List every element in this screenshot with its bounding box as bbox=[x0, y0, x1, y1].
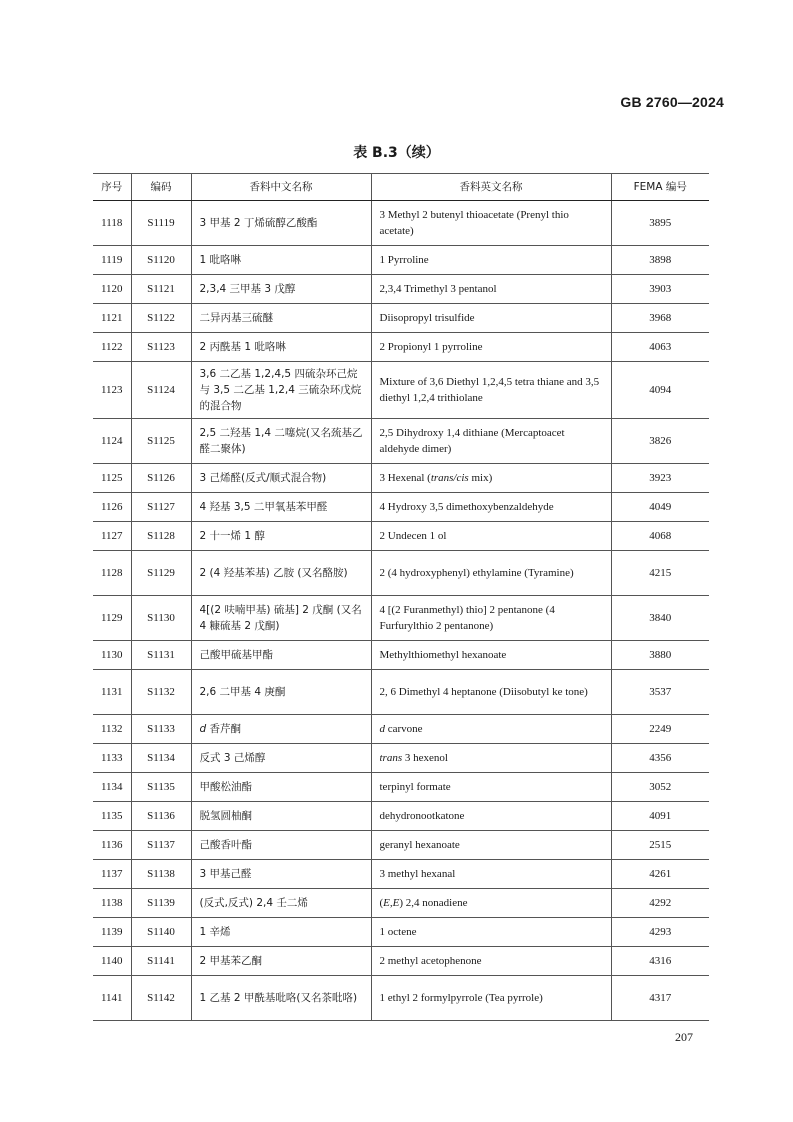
cell-code: S1133 bbox=[131, 715, 191, 744]
cell-fema: 3880 bbox=[611, 641, 709, 670]
col-header-code: 编码 bbox=[131, 174, 191, 201]
cell-english-name bbox=[371, 744, 611, 773]
cell-fema: 3052 bbox=[611, 773, 709, 802]
cell-fema: 4049 bbox=[611, 493, 709, 522]
cell-fema: 4261 bbox=[611, 860, 709, 889]
cell-code: S1128 bbox=[131, 522, 191, 551]
cell-code: S1139 bbox=[131, 889, 191, 918]
cell-serial: 1127 bbox=[93, 522, 131, 551]
cell-chinese-name: 3 甲基 2 丁烯硫醇乙酸酯 bbox=[191, 201, 371, 246]
cell-chinese-name: 3 甲基己醛 bbox=[191, 860, 371, 889]
col-header-chinese-name: 香料中文名称 bbox=[191, 174, 371, 201]
cell-serial: 1141 bbox=[93, 976, 131, 1021]
cell-serial: 1137 bbox=[93, 860, 131, 889]
table-row bbox=[93, 419, 709, 464]
cell-serial: 1121 bbox=[93, 304, 131, 333]
cell-fema: 4215 bbox=[611, 551, 709, 596]
cell-code: S1120 bbox=[131, 246, 191, 275]
cell-code: S1122 bbox=[131, 304, 191, 333]
cell-code: S1126 bbox=[131, 464, 191, 493]
cell-serial: 1136 bbox=[93, 831, 131, 860]
cell-serial: 1138 bbox=[93, 889, 131, 918]
cell-chinese-name: 3 己烯醛(反式/顺式混合物) bbox=[191, 464, 371, 493]
cell-serial: 1129 bbox=[93, 596, 131, 641]
cell-english-name: dehydronootkatone bbox=[371, 802, 611, 831]
table-row bbox=[93, 275, 709, 304]
table-row bbox=[93, 362, 709, 419]
english-name-text: 3 hexenol bbox=[402, 752, 448, 764]
cell-serial: 1124 bbox=[93, 419, 131, 464]
cell-code: S1121 bbox=[131, 275, 191, 304]
cell-english-name: 2 Propionyl 1 pyrroline bbox=[371, 333, 611, 362]
cell-serial: 1125 bbox=[93, 464, 131, 493]
cell-chinese-name: 4[(2 呋喃甲基) 硫基] 2 戊酮 (又名 4 糠硫基 2 戊酮) bbox=[191, 596, 371, 641]
cell-fema: 4063 bbox=[611, 333, 709, 362]
cell-code: S1138 bbox=[131, 860, 191, 889]
col-header-fema: FEMA 编号 bbox=[611, 174, 709, 201]
cell-english-name bbox=[371, 715, 611, 744]
chinese-name-italic: d bbox=[199, 723, 207, 735]
cell-english-name: Methylthiomethyl hexanoate bbox=[371, 641, 611, 670]
cell-english-name: 3 methyl hexanal bbox=[371, 860, 611, 889]
table-row bbox=[93, 333, 709, 362]
cell-serial: 1139 bbox=[93, 918, 131, 947]
cell-fema: 4356 bbox=[611, 744, 709, 773]
col-header-english-name: 香料英文名称 bbox=[371, 174, 611, 201]
english-name-text: ) 2,4 nonadiene bbox=[399, 897, 468, 909]
cell-serial: 1140 bbox=[93, 947, 131, 976]
table-row bbox=[93, 304, 709, 333]
cell-code: S1125 bbox=[131, 419, 191, 464]
cell-code: S1127 bbox=[131, 493, 191, 522]
english-name-text: mix) bbox=[468, 472, 493, 484]
english-name-text: ( bbox=[379, 897, 384, 909]
table-row bbox=[93, 918, 709, 947]
table-title: 表 B.3（续） bbox=[353, 145, 440, 161]
cell-code: S1141 bbox=[131, 947, 191, 976]
cell-chinese-name: 甲酸松油酯 bbox=[191, 773, 371, 802]
cell-code: S1129 bbox=[131, 551, 191, 596]
cell-fema: 3826 bbox=[611, 419, 709, 464]
cell-serial: 1122 bbox=[93, 333, 131, 362]
cell-code: S1136 bbox=[131, 802, 191, 831]
table-row bbox=[93, 889, 709, 918]
cell-serial: 1119 bbox=[93, 246, 131, 275]
cell-fema: 4091 bbox=[611, 802, 709, 831]
cell-serial: 1135 bbox=[93, 802, 131, 831]
cell-chinese-name: 2,3,4 三甲基 3 戊醇 bbox=[191, 275, 371, 304]
cell-fema: 2515 bbox=[611, 831, 709, 860]
cell-english-name: 4 Hydroxy 3,5 dimethoxybenzaldehyde bbox=[371, 493, 611, 522]
cell-fema: 3898 bbox=[611, 246, 709, 275]
cell-english-name: 1 octene bbox=[371, 918, 611, 947]
cell-code: S1137 bbox=[131, 831, 191, 860]
cell-code: S1134 bbox=[131, 744, 191, 773]
cell-chinese-name: 2 (4 羟基苯基) 乙胺 (又名酪胺) bbox=[191, 551, 371, 596]
table-row bbox=[93, 715, 709, 744]
english-name-text: carvone bbox=[385, 723, 423, 735]
cell-chinese-name: 2 甲基苯乙酮 bbox=[191, 947, 371, 976]
table-row bbox=[93, 947, 709, 976]
cell-chinese-name: 二异丙基三硫醚 bbox=[191, 304, 371, 333]
cell-chinese-name: 1 乙基 2 甲酰基吡咯(又名茶吡咯) bbox=[191, 976, 371, 1021]
table-row bbox=[93, 976, 709, 1021]
table-row bbox=[93, 246, 709, 275]
cell-chinese-name: 4 羟基 3,5 二甲氧基苯甲醛 bbox=[191, 493, 371, 522]
table-row bbox=[93, 201, 709, 246]
cell-english-name: 2 (4 hydroxyphenyl) ethylamine (Tyramine) bbox=[371, 551, 611, 596]
english-name-italic: trans/cis bbox=[430, 472, 469, 484]
cell-fema: 3895 bbox=[611, 201, 709, 246]
cell-serial: 1131 bbox=[93, 670, 131, 715]
table-row bbox=[93, 831, 709, 860]
english-name-text: 3 Hexenal ( bbox=[379, 472, 431, 484]
table-row bbox=[93, 522, 709, 551]
cell-fema: 3923 bbox=[611, 464, 709, 493]
cell-code: S1140 bbox=[131, 918, 191, 947]
cell-english-name: 2 Undecen 1 ol bbox=[371, 522, 611, 551]
cell-serial: 1123 bbox=[93, 362, 131, 419]
table-row bbox=[93, 596, 709, 641]
cell-fema: 4292 bbox=[611, 889, 709, 918]
cell-chinese-name: 2 丙酰基 1 吡咯啉 bbox=[191, 333, 371, 362]
cell-english-name: Diisopropyl trisulfide bbox=[371, 304, 611, 333]
cell-serial: 1134 bbox=[93, 773, 131, 802]
cell-fema: 4317 bbox=[611, 976, 709, 1021]
cell-fema: 4316 bbox=[611, 947, 709, 976]
cell-code: S1119 bbox=[131, 201, 191, 246]
cell-fema: 3840 bbox=[611, 596, 709, 641]
english-name-italic: trans bbox=[379, 752, 403, 764]
cell-chinese-name: 3,6 二乙基 1,2,4,5 四硫杂环己烷与 3,5 二乙基 1,2,4 三硫杂环戊烷的混合物 bbox=[191, 362, 371, 419]
cell-fema: 2249 bbox=[611, 715, 709, 744]
english-name-italic: d bbox=[379, 723, 385, 735]
cell-chinese-name: 2 十一烯 1 醇 bbox=[191, 522, 371, 551]
cell-code: S1124 bbox=[131, 362, 191, 419]
cell-chinese-name: 2,6 二甲基 4 庚酮 bbox=[191, 670, 371, 715]
cell-chinese-name: 己酸甲硫基甲酯 bbox=[191, 641, 371, 670]
chinese-name-text: 香芹酮 bbox=[206, 723, 242, 735]
cell-fema: 4293 bbox=[611, 918, 709, 947]
table-row bbox=[93, 744, 709, 773]
cell-serial: 1118 bbox=[93, 201, 131, 246]
cell-chinese-name: 脱氢圆柚酮 bbox=[191, 802, 371, 831]
cell-english-name: 2,5 Dihydroxy 1,4 dithiane (Mercaptoacet aldehyde dimer) bbox=[371, 419, 611, 464]
table-row bbox=[93, 493, 709, 522]
cell-chinese-name: 1 辛烯 bbox=[191, 918, 371, 947]
table-row bbox=[93, 773, 709, 802]
cell-code: S1130 bbox=[131, 596, 191, 641]
page-number: 207 bbox=[675, 1030, 693, 1044]
cell-serial: 1130 bbox=[93, 641, 131, 670]
standard-code: GB 2760—2024 bbox=[620, 94, 724, 110]
cell-serial: 1120 bbox=[93, 275, 131, 304]
cell-chinese-name: 反式 3 己烯醇 bbox=[191, 744, 371, 773]
cell-english-name: 3 Methyl 2 butenyl thioacetate (Prenyl thio acetate) bbox=[371, 201, 611, 246]
cell-code: S1131 bbox=[131, 641, 191, 670]
cell-english-name bbox=[371, 889, 611, 918]
cell-code: S1132 bbox=[131, 670, 191, 715]
cell-chinese-name: 2,5 二羟基 1,4 二噻烷(又名巯基乙醛二聚体) bbox=[191, 419, 371, 464]
table-header-row bbox=[93, 174, 709, 201]
table-row bbox=[93, 860, 709, 889]
english-name-italic: E,E bbox=[383, 897, 400, 909]
table-row bbox=[93, 641, 709, 670]
cell-english-name: Mixture of 3,6 Diethyl 1,2,4,5 tetra thiane and 3,5 diethyl 1,2,4 trithiolane bbox=[371, 362, 611, 419]
cell-code: S1135 bbox=[131, 773, 191, 802]
cell-fema: 4094 bbox=[611, 362, 709, 419]
table-row bbox=[93, 802, 709, 831]
cell-chinese-name: 1 吡咯啉 bbox=[191, 246, 371, 275]
cell-english-name: 1 Pyrroline bbox=[371, 246, 611, 275]
cell-code: S1123 bbox=[131, 333, 191, 362]
cell-english-name: 2,3,4 Trimethyl 3 pentanol bbox=[371, 275, 611, 304]
cell-chinese-name bbox=[191, 715, 371, 744]
cell-fema: 3968 bbox=[611, 304, 709, 333]
cell-fema: 4068 bbox=[611, 522, 709, 551]
table-row bbox=[93, 670, 709, 715]
cell-serial: 1133 bbox=[93, 744, 131, 773]
cell-serial: 1132 bbox=[93, 715, 131, 744]
cell-english-name: terpinyl formate bbox=[371, 773, 611, 802]
cell-chinese-name: 己酸香叶酯 bbox=[191, 831, 371, 860]
cell-english-name: 2, 6 Dimethyl 4 heptanone (Diisobutyl ke tone) bbox=[371, 670, 611, 715]
cell-english-name: 4 [(2 Furanmethyl) thio] 2 pentanone (4 Furfurylthio 2 pentanone) bbox=[371, 596, 611, 641]
cell-fema: 3903 bbox=[611, 275, 709, 304]
cell-code: S1142 bbox=[131, 976, 191, 1021]
cell-english-name: 2 methyl acetophenone bbox=[371, 947, 611, 976]
cell-serial: 1126 bbox=[93, 493, 131, 522]
table-row bbox=[93, 551, 709, 596]
col-header-serial: 序号 bbox=[93, 174, 131, 201]
table-row bbox=[93, 464, 709, 493]
cell-fema: 3537 bbox=[611, 670, 709, 715]
cell-english-name: geranyl hexanoate bbox=[371, 831, 611, 860]
cell-english-name bbox=[371, 464, 611, 493]
cell-chinese-name: (反式,反式) 2,4 壬二烯 bbox=[191, 889, 371, 918]
cell-english-name: 1 ethyl 2 formylpyrrole (Tea pyrrole) bbox=[371, 976, 611, 1021]
cell-serial: 1128 bbox=[93, 551, 131, 596]
flavoring-table bbox=[93, 173, 709, 1021]
